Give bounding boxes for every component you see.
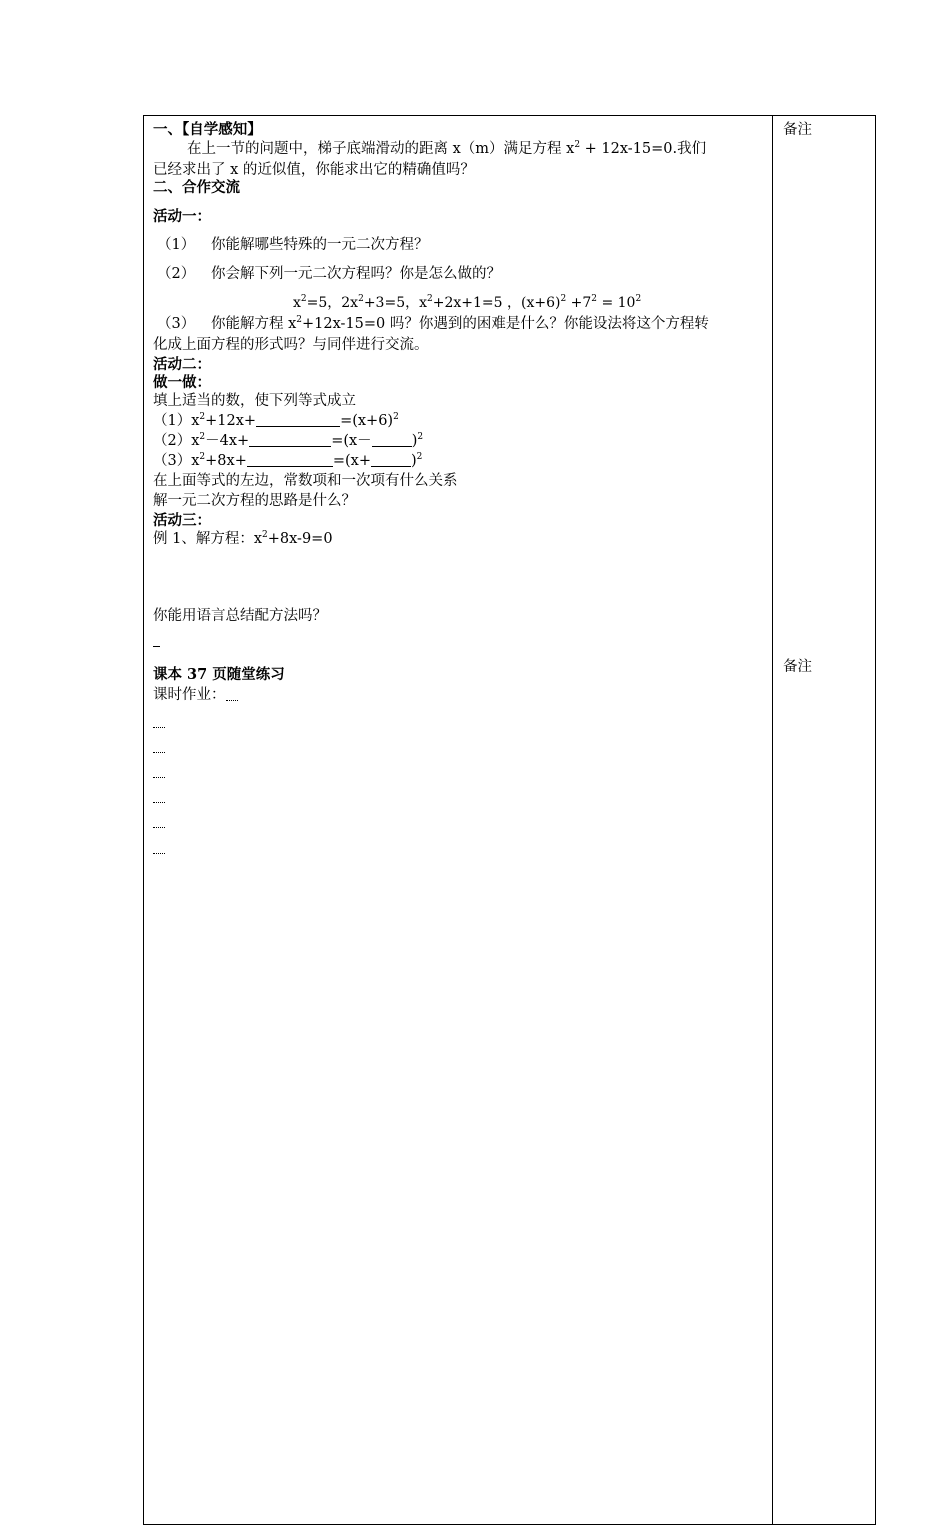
fill-equation-1: $(1)x^2+12x+ =(x+6)^2$ [153,412,399,429]
activity1-q3-line1: 你能解方程 $x^2+12x-15=0$ 吗？你遇到的困难是什么？你能设法将这个方程转 [211,315,709,332]
activity1-q2-number: （2） [157,266,196,282]
activity1-q1: 你能解哪些特殊的一元二次方程？ [211,237,429,253]
activity2-title: 活动二： [153,356,211,373]
activity1-q3-number: （3） [157,316,196,332]
activity3-summary: 你能用语言总结配方法吗？ [153,608,327,624]
fill-equation-3: $(3)x^2+8x+ =(x+ )^2$ [153,452,423,469]
homework-line-5 [153,827,165,828]
blank-3a [247,452,333,467]
answer-line-mark [153,646,160,647]
blank-3b [371,452,411,467]
homework-line-6 [153,853,165,854]
activity2-intro: 填上适当的数，使下列等式成立 [153,393,356,409]
blank-1a [256,412,340,427]
activity1-equations: $x^2=5$，$2x^2+3=5$，$x^2+2x+1=5$ ，$(x+6)^2 +7^2 = 10^2$ [293,294,642,311]
section2-heading: 二、合作交流 [153,179,240,196]
activity3-example: 例 1、解方程：$x^2+8x-9=0$ [153,530,333,547]
practice-title: 课本 37 页随堂练习 [153,666,285,683]
activity1-title: 活动一： [153,208,211,225]
activity3-title: 活动三： [153,512,211,529]
activity1-q1-number: （1） [157,237,196,253]
activity1-q2: 你会解下列一元二次方程吗？你是怎么做的？ [211,266,501,282]
activity2-subtitle: 做一做： [153,374,211,391]
homework-line-1 [153,727,165,728]
homework-line-3 [153,777,165,778]
section1-heading: 一、【自学感知】 [153,121,262,138]
remark-label-top: 备注 [783,122,812,138]
section1-text-line2: 已经求出了 x 的近似值，你能求出它的精确值吗？ [153,162,475,178]
blank-2a [249,432,331,447]
homework-blank [226,688,238,701]
blank-2b [372,432,412,447]
homework-line-4 [153,802,165,803]
activity2-q1: 在上面等式的左边，常数项和一次项有什么关系 [153,473,458,489]
homework-line-2 [153,752,165,753]
activity2-q2: 解一元二次方程的思路是什么？ [153,493,356,509]
section1-text-line1: 在上一节的问题中，梯子底端滑动的距离 x（m）满足方程 $x^2 + 12x-15=0$.我们 [187,140,707,157]
activity1-q3-line2: 化成上面方程的形式吗？与同伴进行交流。 [153,337,429,353]
column-divider [772,115,773,1525]
homework-label: 课时作业： [153,685,238,705]
remark-label-middle: 备注 [783,659,812,675]
fill-equation-2: $(2)x^2-4x+ =(x- )^2$ [153,432,424,449]
